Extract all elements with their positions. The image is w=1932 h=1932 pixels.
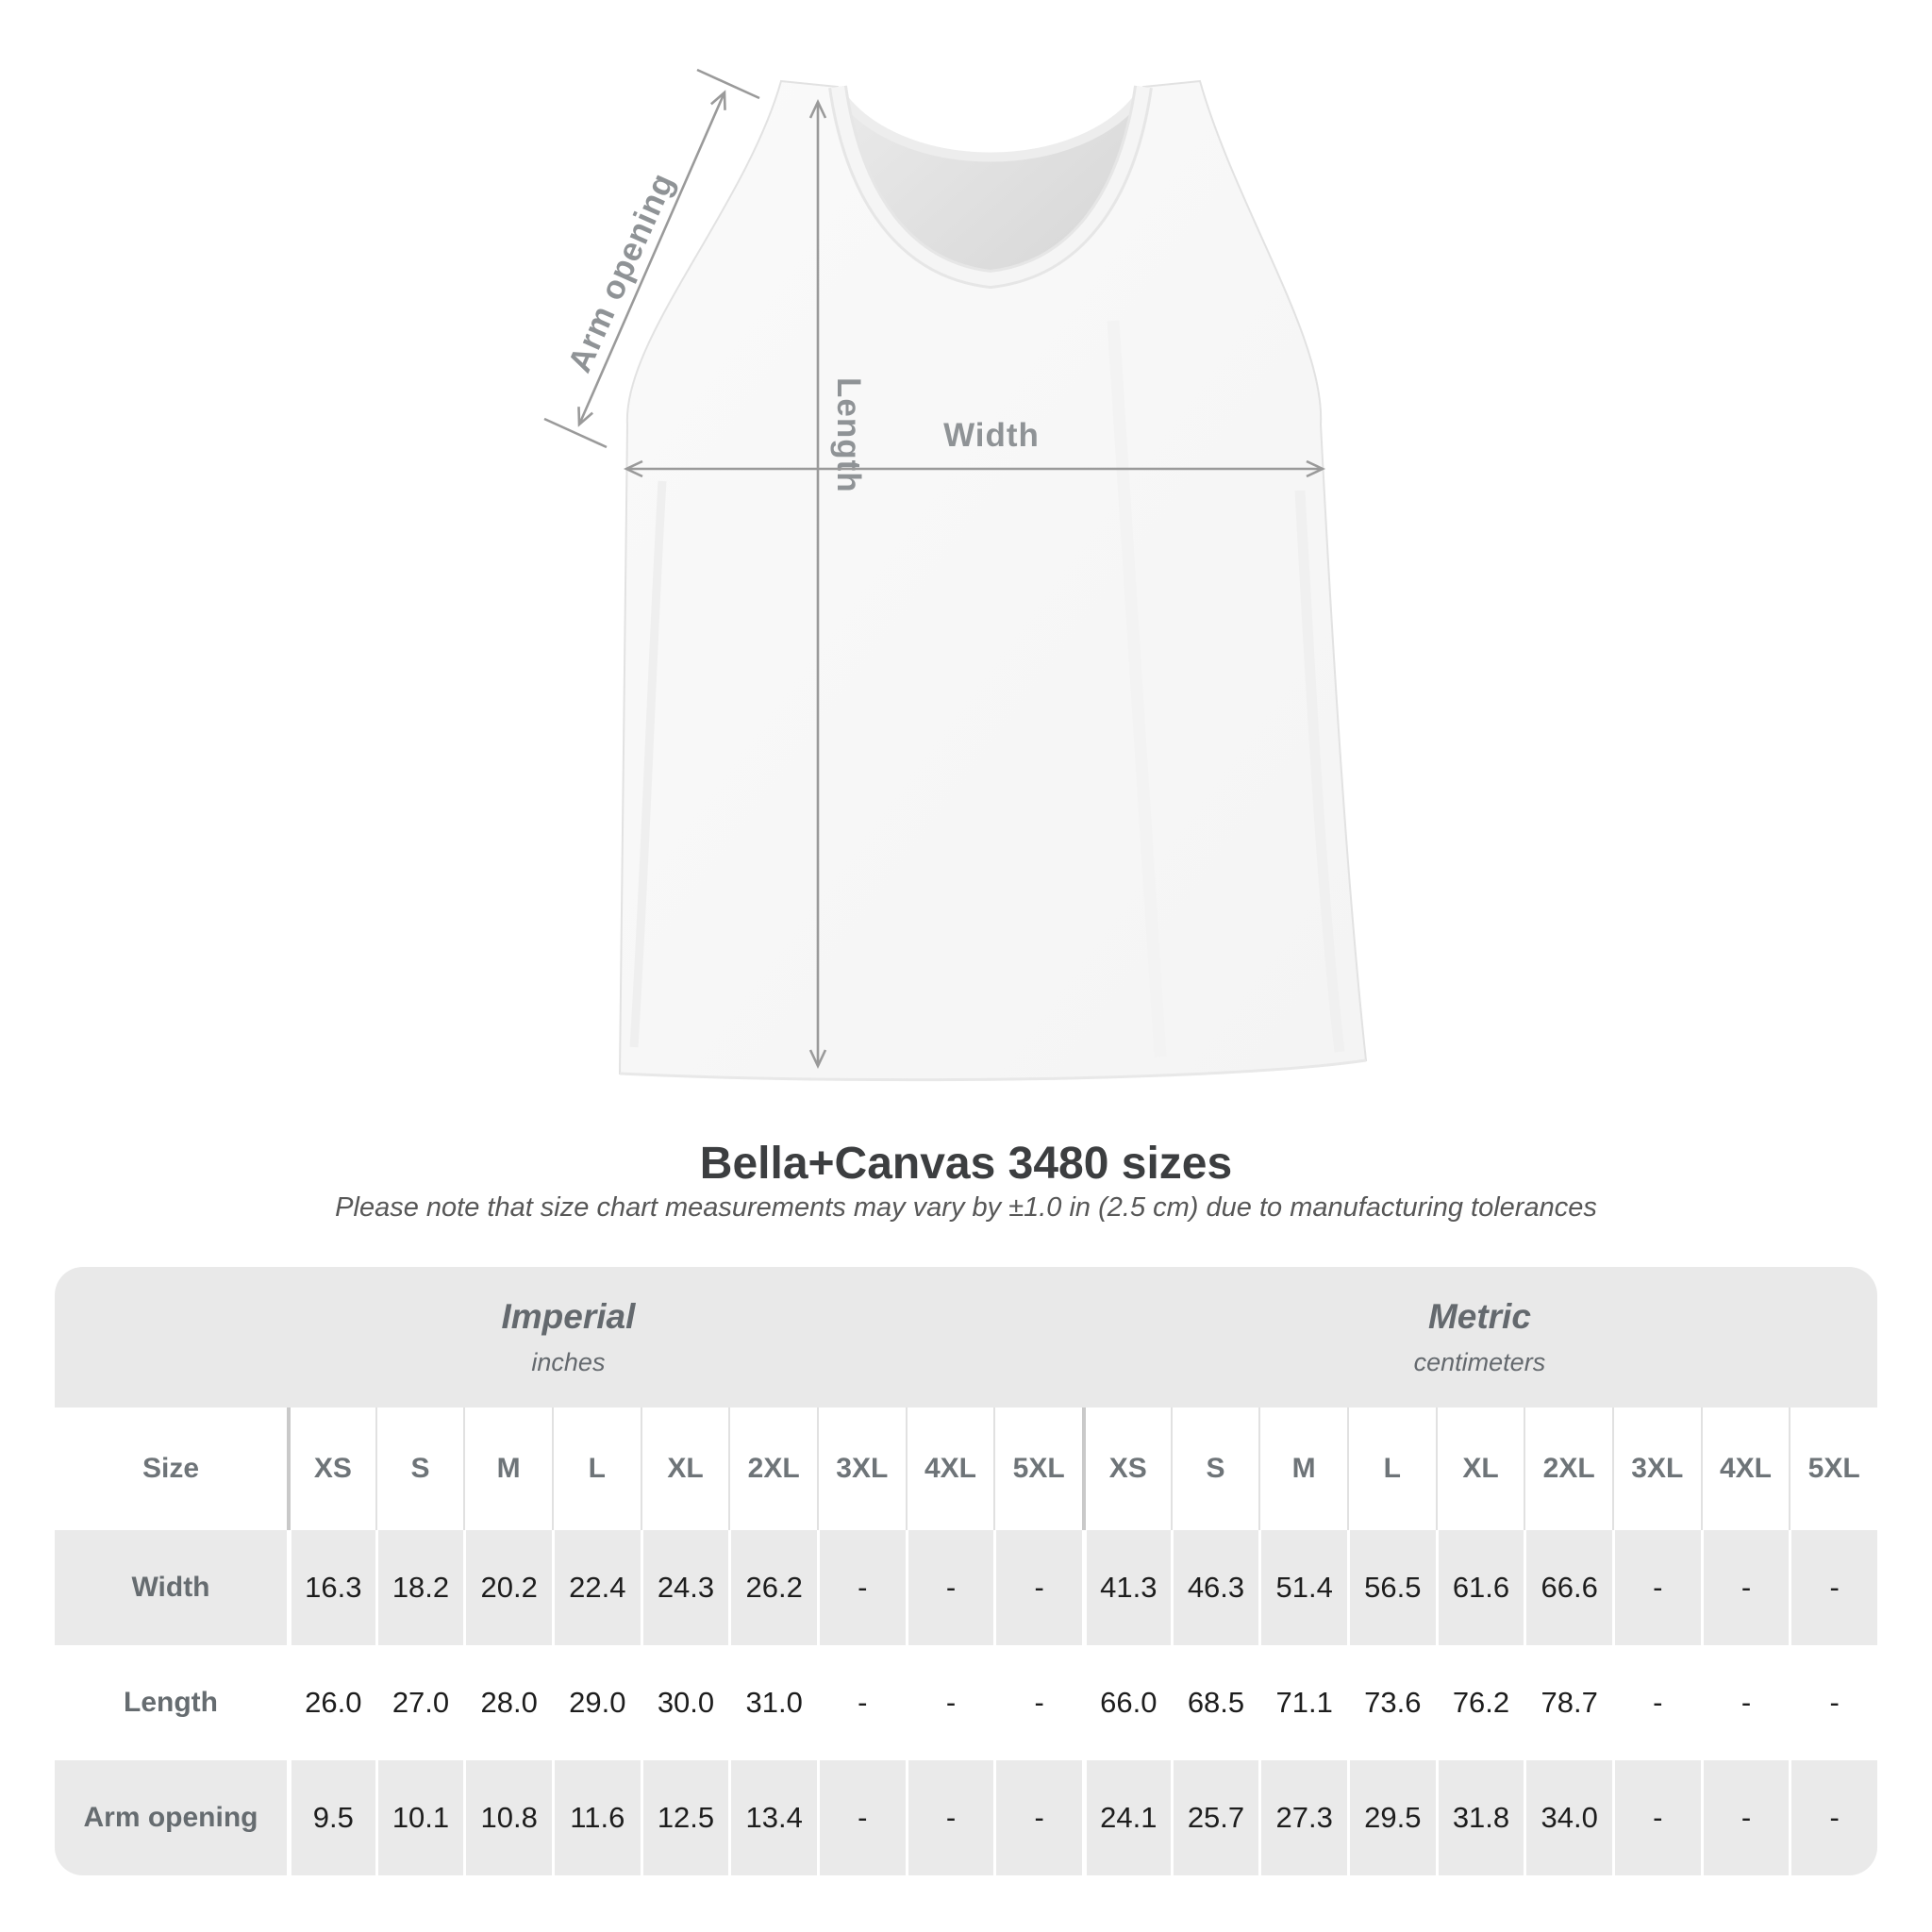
metric-unit: centimeters: [1413, 1348, 1546, 1376]
value-cell: 10.8: [463, 1760, 552, 1875]
size-header: L: [1347, 1407, 1436, 1530]
value-cell: 13.4: [728, 1760, 817, 1875]
unit-group-header: [55, 1267, 1877, 1407]
value-cell: 34.0: [1524, 1760, 1612, 1875]
value-cell: 20.2: [463, 1530, 552, 1645]
tolerance-note: Please note that size chart measurements may vary by ±1.0 in (2.5 cm) due to manufacturing tolerances: [335, 1192, 1597, 1223]
value-cell: 66.0: [1082, 1645, 1171, 1760]
size-header: 5XL: [1789, 1407, 1877, 1530]
value-cell: -: [906, 1760, 994, 1875]
size-header: XL: [1436, 1407, 1524, 1530]
value-cell: -: [906, 1530, 994, 1645]
value-cell: 31.0: [728, 1645, 817, 1760]
value-cell: -: [1701, 1760, 1790, 1875]
size-header: XS: [1082, 1407, 1171, 1530]
value-cell: 41.3: [1082, 1530, 1171, 1645]
value-cell: 66.6: [1524, 1530, 1612, 1645]
value-cell: 28.0: [463, 1645, 552, 1760]
size-header: L: [552, 1407, 641, 1530]
size-header: 5XL: [993, 1407, 1082, 1530]
value-cell: -: [993, 1760, 1082, 1875]
arm-opening-label: Arm opening: [560, 167, 682, 378]
size-column-header: Size: [55, 1407, 287, 1530]
value-cell: 26.0: [287, 1645, 375, 1760]
width-label: Width: [943, 417, 1040, 454]
size-header: 4XL: [1701, 1407, 1790, 1530]
value-cell: 71.1: [1258, 1645, 1347, 1760]
value-cell: 73.6: [1347, 1645, 1436, 1760]
size-header: 3XL: [1612, 1407, 1701, 1530]
value-cell: -: [1612, 1760, 1701, 1875]
value-cell: 76.2: [1436, 1645, 1524, 1760]
value-cell: -: [817, 1530, 906, 1645]
value-cell: 11.6: [552, 1760, 641, 1875]
value-cell: 29.5: [1347, 1760, 1436, 1875]
imperial-group: [55, 1267, 1082, 1407]
row-label-length: Length: [55, 1645, 287, 1760]
length-label: Length: [830, 377, 867, 493]
value-cell: -: [1789, 1645, 1877, 1760]
value-cell: 30.0: [641, 1645, 729, 1760]
size-header: M: [1258, 1407, 1347, 1530]
value-cell: 25.7: [1171, 1760, 1259, 1875]
row-label-width: Width: [55, 1530, 287, 1645]
size-table: [55, 1267, 1877, 1875]
page-title: Bella+Canvas 3480 sizes: [699, 1139, 1233, 1189]
value-cell: 31.8: [1436, 1760, 1524, 1875]
value-cell: 26.2: [728, 1530, 817, 1645]
size-header: 2XL: [1524, 1407, 1612, 1530]
value-cell: -: [993, 1530, 1082, 1645]
value-cell: 24.1: [1082, 1760, 1171, 1875]
value-cell: -: [993, 1645, 1082, 1760]
size-header: XS: [287, 1407, 375, 1530]
metric-label: Metric: [1427, 1297, 1531, 1336]
value-cell: 12.5: [641, 1760, 729, 1875]
value-cell: 18.2: [375, 1530, 464, 1645]
imperial-label: Imperial: [501, 1297, 636, 1336]
size-header: XL: [641, 1407, 729, 1530]
value-cell: -: [1789, 1760, 1877, 1875]
value-cell: 10.1: [375, 1760, 464, 1875]
row-label-arm-opening: Arm opening: [55, 1760, 287, 1875]
dimension-tick: [544, 419, 607, 447]
size-header: 2XL: [728, 1407, 817, 1530]
value-cell: -: [1701, 1530, 1790, 1645]
dimension-tick: [697, 70, 759, 98]
value-cell: 61.6: [1436, 1530, 1524, 1645]
value-cell: -: [1789, 1530, 1877, 1645]
value-cell: 78.7: [1524, 1645, 1612, 1760]
value-cell: 46.3: [1171, 1530, 1259, 1645]
value-cell: 24.3: [641, 1530, 729, 1645]
value-cell: 22.4: [552, 1530, 641, 1645]
value-cell: 51.4: [1258, 1530, 1347, 1645]
size-header: S: [375, 1407, 464, 1530]
imperial-unit: inches: [531, 1348, 606, 1376]
size-header: S: [1171, 1407, 1259, 1530]
value-cell: 29.0: [552, 1645, 641, 1760]
value-cell: -: [906, 1645, 994, 1760]
size-header: 4XL: [906, 1407, 994, 1530]
value-cell: 68.5: [1171, 1645, 1259, 1760]
value-cell: 16.3: [287, 1530, 375, 1645]
metric-group: [1082, 1267, 1877, 1407]
value-cell: -: [817, 1760, 906, 1875]
size-header: M: [463, 1407, 552, 1530]
size-header: 3XL: [817, 1407, 906, 1530]
value-cell: 27.3: [1258, 1760, 1347, 1875]
value-cell: 9.5: [287, 1760, 375, 1875]
value-cell: -: [1612, 1645, 1701, 1760]
size-grid: [55, 1407, 1877, 1875]
value-cell: -: [1701, 1645, 1790, 1760]
value-cell: 27.0: [375, 1645, 464, 1760]
value-cell: -: [817, 1645, 906, 1760]
tank-top-garment: [620, 81, 1366, 1080]
value-cell: -: [1612, 1530, 1701, 1645]
value-cell: 56.5: [1347, 1530, 1436, 1645]
